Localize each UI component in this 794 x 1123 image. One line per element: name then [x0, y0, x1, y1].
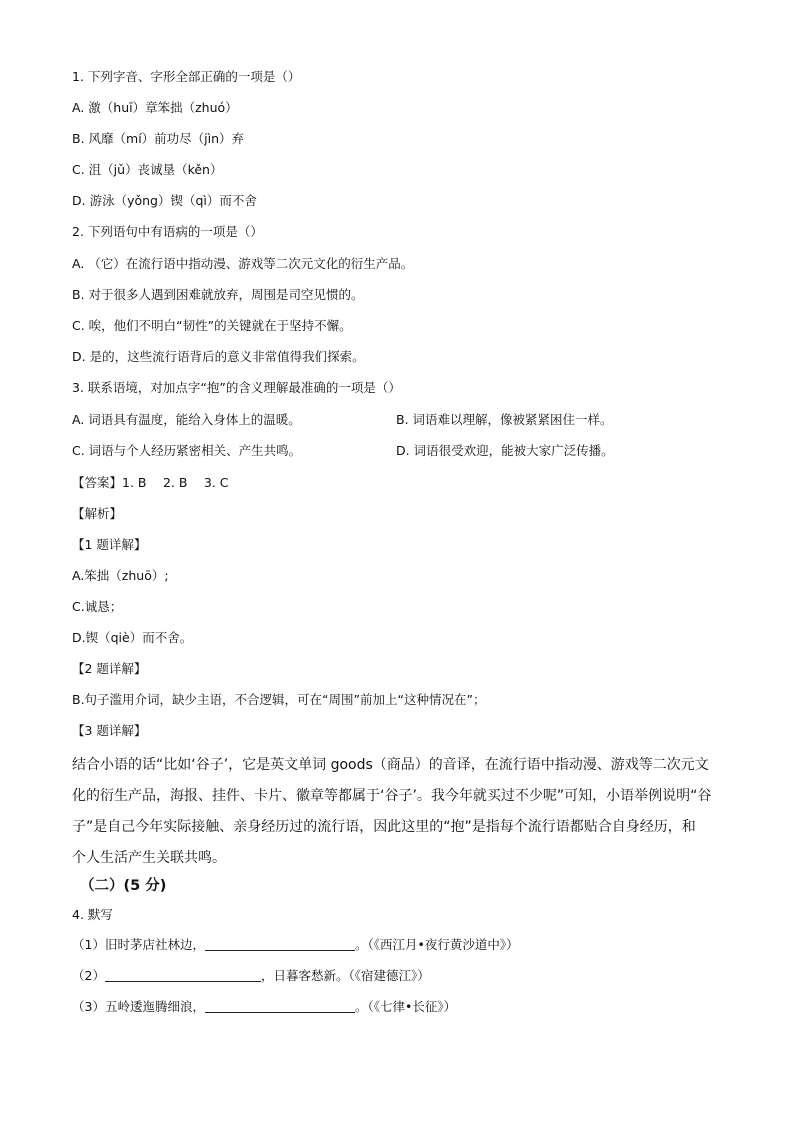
- detail3-line-4: 个人生活产生关联共鸣。: [72, 850, 226, 866]
- detail3-heading: 【3 题详解】: [72, 723, 147, 738]
- q4-item-1-suffix: 。（《西江月•夜行黄沙道中》）: [354, 937, 519, 952]
- detail1-line-2: C.诚恳；: [72, 599, 123, 614]
- fill-blank-3[interactable]: [205, 999, 355, 1013]
- detail1-line-3: D.锲（qiè）而不舍。: [72, 630, 193, 645]
- detail3-line-3: 子”是自己今年实际接触、亲身经历过的流行语，因此这里的“抱”是指每个流行语都贴合自身经历，和: [72, 819, 696, 835]
- q3-option-d: D. 词语很受欢迎，能被大家广泛传播。: [396, 443, 614, 458]
- q2-option-b: B. 对于很多人遇到困难就放弃，周围是司空见惯的。: [72, 287, 364, 302]
- q1-option-d: D. 游泳（yǒng）锲（qì）而不舍: [72, 193, 257, 208]
- q4-item-3: [72, 998, 456, 1016]
- q3-option-a: A. 词语具有温度，能给入身体上的温暖。: [72, 412, 301, 427]
- q1-option-c: C. 沮（jǔ）丧诚垦（kěn）: [72, 162, 223, 177]
- q4-item-2: [72, 967, 430, 985]
- q4-item-3-prefix: （3）五岭逶迤腾细浪，: [72, 999, 205, 1014]
- q4-item-3-suffix: 。（《七律•长征》）: [354, 999, 457, 1014]
- q4-item-2-suffix: ，日暮客愁新。（《宿建德江》）: [260, 968, 430, 983]
- q3-option-c: C. 词语与个人经历紧密相关、产生共鸣。: [72, 443, 302, 458]
- q1-stem: 1. 下列字音、字形全部正确的一项是（）: [72, 69, 301, 84]
- analysis-label: 【解析】: [72, 506, 123, 521]
- q2-option-d: D. 是的，这些流行语背后的意义非常值得我们探索。: [72, 349, 365, 364]
- q1-option-b: B. 风靡（mí）前功尽（jìn）弃: [72, 131, 245, 146]
- detail3-line-2: 化的衍生产品，海报、挂件、卡片、徽章等都属于‘谷子’。我今年就买过不少呢”可知，小语举例说明“谷: [72, 788, 712, 804]
- q4-stem: 4. 默写: [72, 907, 113, 922]
- q2-option-a: A. （它）在流行语中指动漫、游戏等二次元文化的衍生产品。: [72, 256, 414, 271]
- detail1-heading: 【1 题详解】: [72, 537, 147, 552]
- q4-item-1-prefix: （1）旧时茅店社林边，: [72, 937, 205, 952]
- detail2-heading: 【2 题详解】: [72, 661, 147, 676]
- q3-stem: 3. 联系语境，对加点字“抱”的含义理解最准确的一项是（）: [72, 380, 401, 395]
- q3-option-b: B. 词语难以理解，像被紧紧困住一样。: [396, 412, 613, 427]
- answer-line: 【答案】1. B 2. B 3. C: [72, 475, 229, 490]
- q4-item-2-prefix: （2）: [72, 968, 105, 983]
- section-heading: （二）(5 分): [80, 878, 167, 894]
- q4-item-1: [72, 936, 519, 954]
- detail2-line-1: B.句子滥用介词，缺少主语，不合逻辑，可在“周围”前加上“这种情况在”；: [72, 692, 486, 707]
- q2-stem: 2. 下列语句中有语病的一项是（）: [72, 224, 263, 239]
- fill-blank-1[interactable]: [205, 937, 355, 951]
- detail3-line-1: 结合小语的话“比如‘谷子’，它是英文单词 goods（商品）的音译，在流行语中指动漫、游戏等二次元文: [72, 757, 709, 773]
- q1-option-a: A. 激（huī）章笨拙（zhuó）: [72, 100, 238, 115]
- q2-option-c: C. 唉，他们不明白“韧性”的关键就在于坚持不懈。: [72, 318, 352, 333]
- fill-blank-2[interactable]: [105, 968, 261, 982]
- detail1-line-1: A.笨拙（zhuō）;: [72, 568, 169, 583]
